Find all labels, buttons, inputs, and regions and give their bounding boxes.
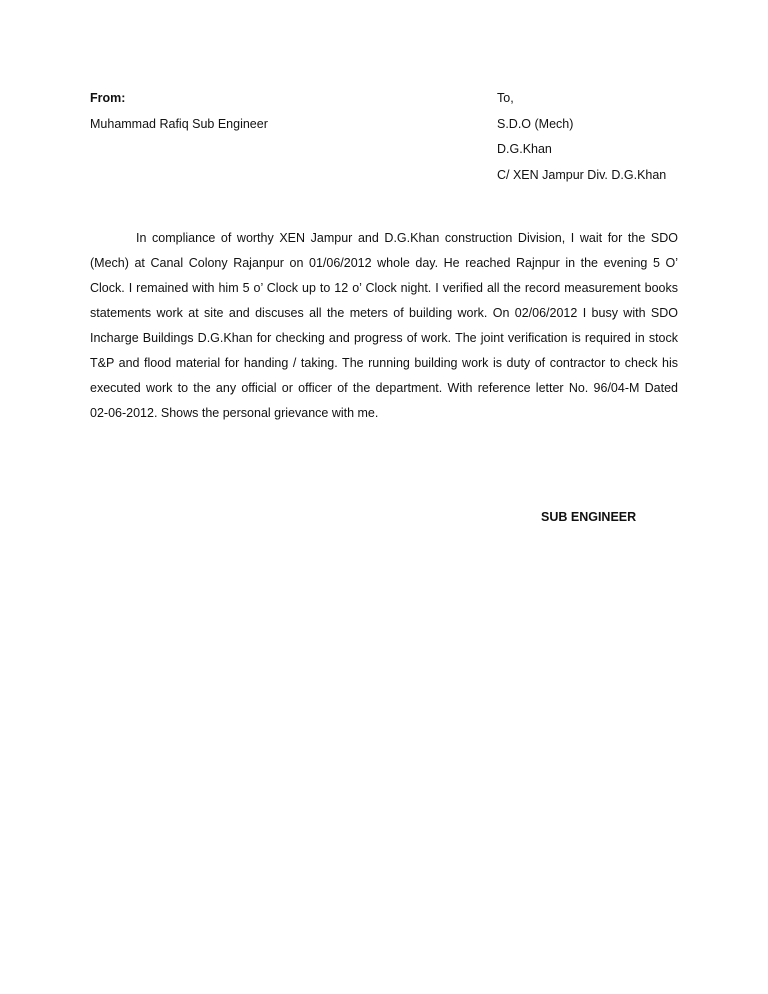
- signature-title: SUB ENGINEER: [541, 510, 637, 524]
- sender-name: Muhammad Rafiq Sub Engineer: [90, 117, 268, 131]
- recipient-line-1: S.D.O (Mech): [497, 117, 574, 131]
- recipient-line-2: D.G.Khan: [497, 142, 552, 156]
- body-line: executed work to the any official or officer of the department. With reference letter No. 96/04-M Dated: [90, 381, 678, 395]
- body-line: Clock. I remained with him 5 o’ Clock up to 12 o’ Clock night. I verified all the record measurement books: [90, 281, 678, 295]
- body-line: Incharge Buildings D.G.Khan for checking and progress of work. The joint verification is required in stock: [90, 331, 678, 345]
- body-line: statements work at site and discuses all the meters of building work. On 02/06/2012 I busy with SDO: [90, 306, 678, 320]
- recipient-line-3: C/ XEN Jampur Div. D.G.Khan: [497, 168, 667, 182]
- to-label: To,: [497, 91, 514, 105]
- body-line: (Mech) at Canal Colony Rajanpur on 01/06/2012 whole day. He reached Rajnpur in the evening 5 O’: [90, 256, 678, 270]
- body-line: In compliance of worthy XEN Jampur and D.G.Khan construction Division, I wait for the SDO: [136, 231, 678, 245]
- from-label: From:: [90, 91, 126, 105]
- body-line: T&P and flood material for handing / taking. The running building work is duty of contractor to check his: [90, 356, 678, 370]
- body-line: 02-06-2012. Shows the personal grievance with me.: [90, 406, 379, 420]
- body-paragraph: [90, 229, 678, 429]
